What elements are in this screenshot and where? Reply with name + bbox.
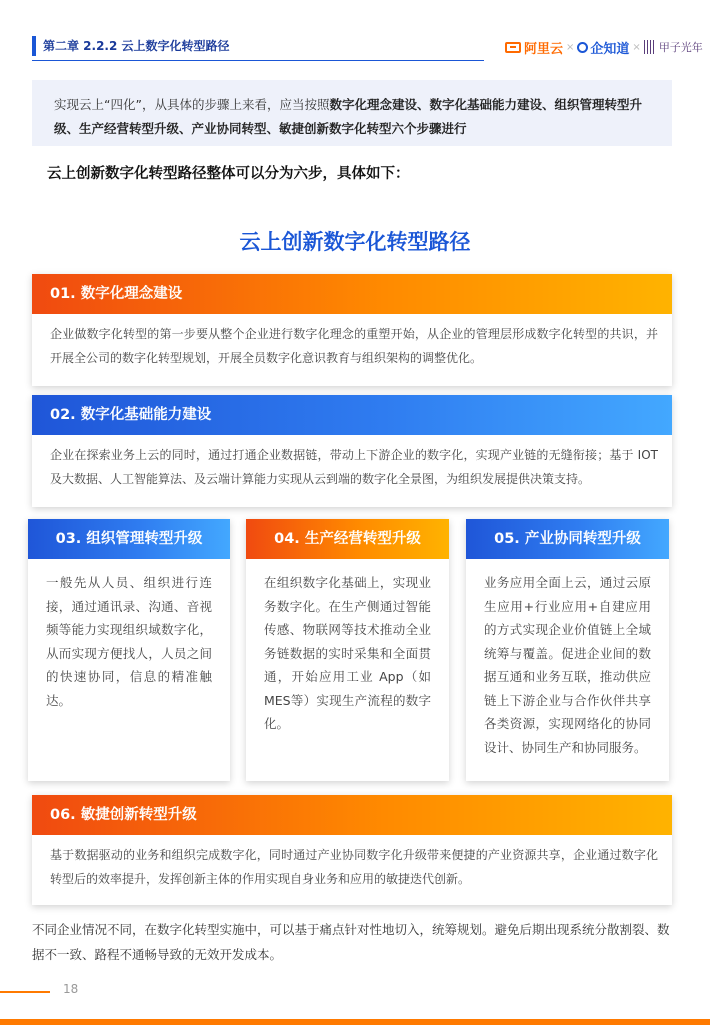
jiazi-logo-text: 甲子光年: [658, 41, 703, 54]
step-title-1: 01. 数字化理念建设: [32, 274, 672, 314]
aliyun-icon: [505, 42, 521, 53]
page-number-rule: [0, 991, 50, 993]
step-card-5: [466, 519, 669, 781]
step-card-2: [32, 395, 672, 507]
qizhidao-logo: [577, 38, 629, 57]
logo-separator: ×: [566, 41, 575, 53]
partner-logos: [505, 37, 703, 57]
header-accent-bar: [32, 36, 36, 56]
chapter-title: 第二章 2.2.2 云上数字化转型路径: [43, 39, 230, 53]
intro-text: 实现云上“四化”，从具体的步骤上来看，应当按照: [54, 97, 330, 112]
step-title-2: 02. 数字化基础能力建设: [32, 395, 672, 435]
intro-steps-bold: 数字化理念建设、数字化基础能力建设、组织管理转型升级、生产经营转型升级、产业协同转型、敏捷创新数字化转型六个步骤进行: [54, 97, 642, 136]
step-title-5: 05. 产业协同转型升级: [466, 519, 669, 559]
step-card-1: [32, 274, 672, 386]
aliyun-logo: [505, 38, 563, 57]
logo-separator: ×: [632, 41, 641, 53]
step-body-3: 一般先从人员、组织进行连接，通过通讯录、沟通、音视频等能力实现组织域数字化，从而实现方便找人，人员之间的快速协同，信息的精准触达。: [46, 575, 212, 708]
step-card-6: [32, 795, 672, 905]
step-body-2: 企业在探索业务上云的同时，通过打通企业数据链，带动上下游企业的数字化，实现产业链的无缝衔接；基于 IOT 及大数据、人工智能算法、及云端计算能力实现从云到端的数字化全景图，为组织发展提供决策支持。: [50, 448, 658, 486]
lead-sentence: 云上创新数字化转型路径整体可以分为六步，具体如下：: [47, 166, 410, 182]
footer-bar: [0, 1019, 710, 1025]
step-body-1: 企业做数字化转型的第一步要从整个企业进行数字化理念的重塑开始，从企业的管理层形成数字化转型的共识，并开展全公司的数字化转型规划，开展全员数字化意识教育与组织架构的调整优化。: [50, 327, 658, 365]
qizhidao-icon: [577, 42, 588, 53]
step-title-3: 03. 组织管理转型升级: [28, 519, 230, 559]
section-title: 云上创新数字化转型路径: [239, 230, 471, 254]
aliyun-logo-text: 阿里云: [524, 41, 564, 57]
intro-box: [32, 80, 672, 146]
step-body-5: 业务应用全面上云，通过云原生应用+行业应用+自建应用的方式实现企业价值链上全域统筹与覆盖。促进企业间的数据互通和业务互联，推动供应链上下游企业与合作伙伴共享各类资源，实现网络化的协同设计、协同生产和协同服务。: [484, 575, 651, 755]
header-divider: [32, 60, 484, 61]
closing-paragraph: 不同企业情况不同，在数字化转型实施中，可以基于痛点针对性地切入，统筹规划。避免后期出现系统分散割裂、数据不一致、路程不通畅导致的无效开发成本。: [32, 922, 670, 962]
jiazi-logo: [644, 39, 703, 55]
step-body-4: 在组织数字化基础上，实现业务数字化。在生产侧通过智能传感、物联网等技术推动全业务链数据的实时采集和全面贯通，开始应用工业 App（如MES等）实现生产流程的数字化。: [264, 575, 431, 731]
step-card-3: [28, 519, 230, 781]
step-title-6: 06. 敏捷创新转型升级: [32, 795, 672, 835]
qizhidao-logo-text: 企知道: [590, 41, 630, 57]
jiazi-icon: [644, 40, 656, 54]
page-number: 18: [63, 982, 79, 996]
step-card-4: [246, 519, 449, 781]
step-body-6: 基于数据驱动的业务和组织完成数字化，同时通过产业协同数字化升级带来便捷的产业资源共享，企业通过数字化转型后的效率提升，发挥创新主体的作用实现自身业务和应用的敏捷迭代创新。: [50, 848, 658, 886]
step-title-4: 04. 生产经营转型升级: [246, 519, 449, 559]
